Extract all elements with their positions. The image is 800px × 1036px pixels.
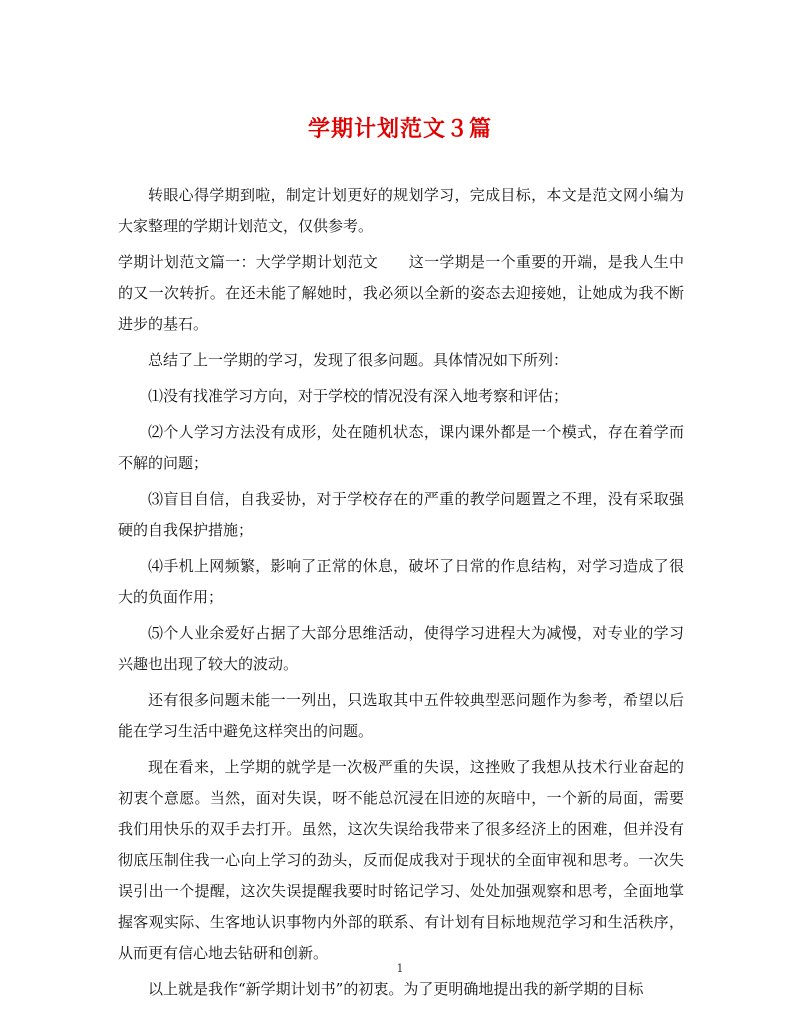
paragraph-intro: 转眼心得学期到啦，制定计划更好的规划学习，完成目标，本文是范文网小编为大家整理的学期计划范文，仅供参考。 (118, 186, 684, 235)
paragraph-more-problems: 还有很多问题未能一一列出，只选取其中五件较典型恶问题作为参考，希望以后能在学习生活中避免这样突出的问题。 (118, 691, 684, 740)
list-item-4: ⑷手机上网频繁，影响了正常的休息，破坏了日常的作息结构，对学习造成了很大的负面作用； (118, 557, 684, 606)
list-item-2: ⑵个人学习方法没有成形，处在随机状态，课内课外都是一个模式，存在着学而不解的问题； (118, 423, 684, 472)
paragraph-conclusion: 以上就是我作“新学期计划书”的初衷。为了更明确地提出我的新学期的目标 (148, 980, 644, 998)
paragraph-reflection: 现在看来，上学期的就学是一次极严重的失误，这挫败了我想从技术行业奋起的初衷个意愿。当然，面对失误，呀不能总沉浸在旧迹的灰暗中，一个新的局面，需要我们用快乐的双手去打开。虽然，这次失误给我带来了很多经济上的困难，但并没有彻底压制住我一心向上学习的劲头，反而促成我对于现状的全面审视和思考。一次失误引出一个提醒，这次失误提醒我要时时铭记学习、处处加强观察和思考，全面地掌握客观实际、生客地认识事物内外部的联系、有计划有目标地规范学习和生活秩序，从而更有信心地去钻研和创新。 (118, 758, 684, 962)
paragraph-section-one: 学期计划范文篇一：大学学期计划范文 这一学期是一个重要的开端，是我人生中的又一次转折。在还未能了解她时，我必须以全新的姿态去迎接她，让她成为我不断进步的基石。 (118, 253, 684, 333)
paragraph-summary: 总结了上一学期的学习，发现了很多问题。具体情况如下所列： (148, 351, 569, 369)
list-item-1: ⑴没有找准学习方向，对于学校的情况没有深入地考察和评估； (148, 387, 569, 405)
list-item-5: ⑸个人业余爱好占据了大部分思维活动，使得学习进程大为减慢，对专业的学习兴趣也出现了较大的波动。 (118, 624, 684, 673)
list-item-3: ⑶盲目自信，自我妥协，对于学校存在的严重的教学问题置之不理，没有采取强硬的自我保护措施； (118, 490, 684, 539)
document-title: 学期计划范文３篇 (307, 116, 492, 142)
document-body (118, 180, 684, 1010)
page-number: 1 (396, 962, 404, 975)
